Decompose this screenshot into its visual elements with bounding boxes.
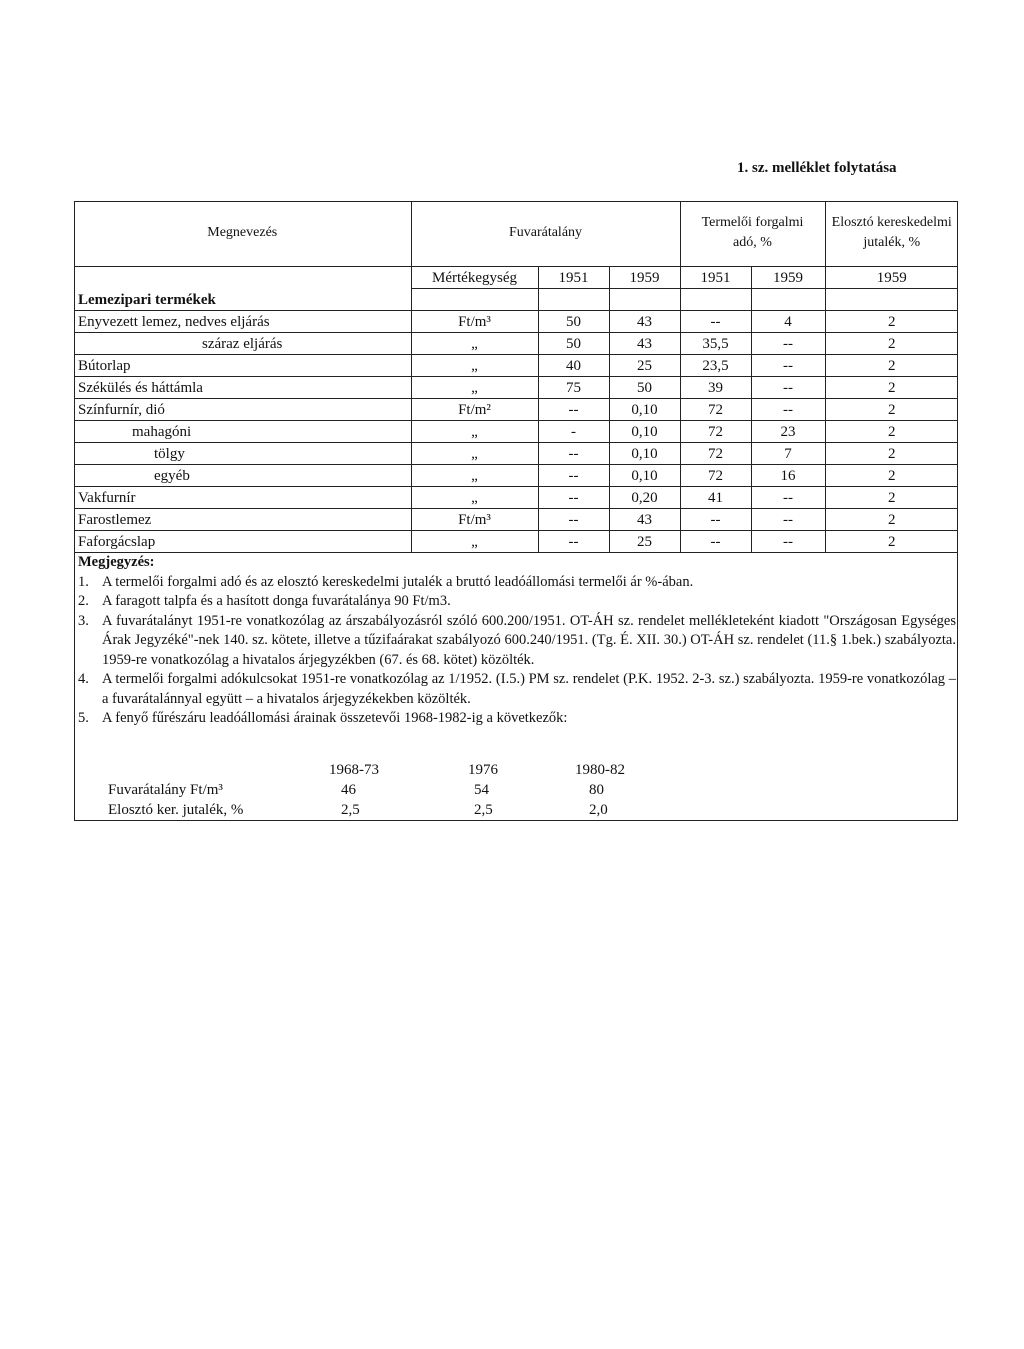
subtable-value: 2,5 <box>474 802 493 818</box>
row-fuvar-1959: 0,10 <box>609 420 680 442</box>
row-unit: „ <box>411 354 538 376</box>
note-item <box>78 573 956 593</box>
row-eloszto-1959: 2 <box>825 332 958 354</box>
empty-cell <box>825 288 958 310</box>
note-text: A faragott talpfa és a hasított donga fuvarátalánya 90 Ft/m3. <box>102 593 451 609</box>
row-termeloi-1959: -- <box>751 354 825 376</box>
subtable-year: 1968-73 <box>329 762 379 778</box>
row-termeloi-1959: -- <box>751 332 825 354</box>
row-fuvar-1951: 75 <box>538 376 609 398</box>
row-fuvar-1959: 0,10 <box>609 464 680 486</box>
empty-cell <box>751 288 825 310</box>
row-termeloi-1951: -- <box>680 310 751 332</box>
row-name: Faforgácslap <box>74 530 411 552</box>
header-fuvaratalany: Fuvarátalány <box>411 201 680 266</box>
row-fuvar-1959: 0,10 <box>609 398 680 420</box>
row-termeloi-1951: 72 <box>680 420 751 442</box>
row-eloszto-1959: 2 <box>825 442 958 464</box>
row-unit: Ft/m³ <box>411 310 538 332</box>
note-item <box>78 709 956 729</box>
header-termeloi-ado: Termelői forgalmi adó, % <box>680 201 825 266</box>
table-row <box>74 530 958 552</box>
row-unit: Ft/m² <box>411 398 538 420</box>
subheader-year: 1959 <box>825 266 958 288</box>
row-eloszto-1959: 2 <box>825 486 958 508</box>
subheader-year: 1951 <box>538 266 609 288</box>
row-fuvar-1951: -- <box>538 442 609 464</box>
subheader-year: 1959 <box>609 266 680 288</box>
row-fuvar-1959: 43 <box>609 332 680 354</box>
note-text: A fenyő fűrészáru leadóállomási árainak összetevői 1968-1982-ig a következők: <box>102 710 568 726</box>
subtable-value: 2,0 <box>589 802 608 818</box>
row-termeloi-1959: -- <box>751 508 825 530</box>
row-unit: „ <box>411 332 538 354</box>
fenyo-components-table <box>100 760 675 820</box>
row-name: Színfurnír, dió <box>74 398 411 420</box>
row-eloszto-1959: 2 <box>825 398 958 420</box>
note-number: 3. <box>78 612 89 629</box>
row-fuvar-1951: -- <box>538 530 609 552</box>
note-item <box>78 670 956 709</box>
row-name: Farostlemez <box>74 508 411 530</box>
subheader-year: 1959 <box>751 266 825 288</box>
empty-cell <box>411 288 538 310</box>
row-termeloi-1951: -- <box>680 508 751 530</box>
note-number: 5. <box>78 710 89 726</box>
row-fuvar-1959: 25 <box>609 354 680 376</box>
row-name: Vakfurnír <box>74 486 411 508</box>
note-number: 1. <box>78 573 89 590</box>
row-unit: „ <box>411 464 538 486</box>
row-termeloi-1951: 35,5 <box>680 332 751 354</box>
row-unit: „ <box>411 376 538 398</box>
table-row <box>74 310 958 332</box>
note-item <box>78 612 956 671</box>
row-fuvar-1951: -- <box>538 486 609 508</box>
row-fuvar-1951: 50 <box>538 310 609 332</box>
row-fuvar-1959: 50 <box>609 376 680 398</box>
row-fuvar-1959: 43 <box>609 310 680 332</box>
row-termeloi-1959: -- <box>751 530 825 552</box>
header-empty-cell <box>74 266 411 288</box>
table-row <box>74 420 958 442</box>
row-unit: „ <box>411 442 538 464</box>
row-name: tölgy <box>74 442 411 464</box>
note-number: 2. <box>78 593 89 609</box>
row-fuvar-1951: -- <box>538 398 609 420</box>
row-fuvar-1951: -- <box>538 464 609 486</box>
row-eloszto-1959: 2 <box>825 354 958 376</box>
row-fuvar-1959: 43 <box>609 508 680 530</box>
row-name: mahagóni <box>74 420 411 442</box>
row-termeloi-1959: -- <box>751 398 825 420</box>
table-row <box>74 486 958 508</box>
row-termeloi-1951: 72 <box>680 464 751 486</box>
table-row <box>74 376 958 398</box>
table-row <box>74 332 958 354</box>
row-termeloi-1959: 16 <box>751 464 825 486</box>
subtable-row-label: Fuvarátalány Ft/m³ <box>108 782 223 798</box>
empty-cell <box>100 760 305 780</box>
empty-cell <box>609 288 680 310</box>
row-termeloi-1959: 23 <box>751 420 825 442</box>
row-termeloi-1951: 39 <box>680 376 751 398</box>
subtable-value: 2,5 <box>341 802 360 818</box>
row-eloszto-1959: 2 <box>825 508 958 530</box>
row-eloszto-1959: 2 <box>825 310 958 332</box>
row-termeloi-1959: 7 <box>751 442 825 464</box>
row-fuvar-1951: 40 <box>538 354 609 376</box>
row-termeloi-1959: -- <box>751 486 825 508</box>
annex-heading: 1. sz. melléklet folytatása <box>737 160 897 176</box>
row-eloszto-1959: 2 <box>825 420 958 442</box>
row-fuvar-1959: 0,20 <box>609 486 680 508</box>
notes-title: Megjegyzés: <box>78 554 155 570</box>
row-name: Enyvezett lemez, nedves eljárás <box>74 310 411 332</box>
row-termeloi-1959: -- <box>751 376 825 398</box>
row-termeloi-1951: 23,5 <box>680 354 751 376</box>
row-name: Székülés és háttámla <box>74 376 411 398</box>
note-text: A termelői forgalmi adó és az elosztó kereskedelmi jutalék a bruttó leadóállomási termelői ár %-ában. <box>102 573 694 590</box>
row-fuvar-1959: 0,10 <box>609 442 680 464</box>
row-fuvar-1951: -- <box>538 508 609 530</box>
subtable-year: 1980-82 <box>575 762 625 778</box>
row-termeloi-1951: 72 <box>680 442 751 464</box>
table-row <box>74 442 958 464</box>
note-number: 4. <box>78 671 89 687</box>
row-fuvar-1959: 25 <box>609 530 680 552</box>
subtable-row-label: Elosztó ker. jutalék, % <box>108 802 244 818</box>
row-termeloi-1959: 4 <box>751 310 825 332</box>
empty-cell <box>680 288 751 310</box>
row-unit: „ <box>411 420 538 442</box>
row-fuvar-1951: 50 <box>538 332 609 354</box>
row-termeloi-1951: -- <box>680 530 751 552</box>
subtable-year: 1976 <box>468 762 498 778</box>
table-row <box>74 398 958 420</box>
row-eloszto-1959: 2 <box>825 464 958 486</box>
subtable-value: 46 <box>341 782 356 798</box>
subtable-value: 80 <box>589 782 604 798</box>
row-fuvar-1951: - <box>538 420 609 442</box>
row-termeloi-1951: 41 <box>680 486 751 508</box>
group-title: Lemezipari termékek <box>74 288 411 310</box>
header-name: Megnevezés <box>74 201 411 266</box>
table-row <box>74 508 958 530</box>
row-termeloi-1951: 72 <box>680 398 751 420</box>
subheader-unit: Mértékegység <box>411 266 538 288</box>
price-table <box>74 201 958 553</box>
notes-section <box>78 553 956 729</box>
table-row <box>74 464 958 486</box>
row-unit: Ft/m³ <box>411 508 538 530</box>
header-eloszto-jutalek: Elosztó kereskedelmi jutalék, % <box>825 201 958 266</box>
row-unit: „ <box>411 486 538 508</box>
row-name: Bútorlap <box>74 354 411 376</box>
row-name: száraz eljárás <box>74 332 411 354</box>
row-name: egyéb <box>74 464 411 486</box>
note-text: A termelői forgalmi adókulcsokat 1951-re vonatkozólag az 1/1952. (I.5.) PM sz. rendelet (P.K. 1952. 2-3. sz.) szabályozta. 1959-re vonatkozólag – a fuvarátalánnyal együtt – a hivatalos árjegyzékekben közölték. <box>102 671 956 707</box>
note-item <box>78 592 956 612</box>
note-text: A fuvarátalányt 1951-re vonatkozólag az árszabályozásról szóló 600.200/1951. OT-ÁH sz. rendelet mellékleteként kiadott "Országosan Egységes Árak Jegyzéké"-nek 140. sz. kötete, illetve a tűzifaárakat szabályozó 600.240/1951. (Tg. É. XII. 30.) OT-ÁH sz. rendelet (11.§ 1.bek.) szabályozta. 1959-re vonatkozólag a hivatalos árjegyzékben (67. és 68. kötet) közölték. <box>102 612 956 668</box>
row-eloszto-1959: 2 <box>825 530 958 552</box>
subtable-value: 54 <box>474 782 489 798</box>
row-eloszto-1959: 2 <box>825 376 958 398</box>
row-unit: „ <box>411 530 538 552</box>
table-row <box>74 354 958 376</box>
subheader-year: 1951 <box>680 266 751 288</box>
empty-cell <box>538 288 609 310</box>
